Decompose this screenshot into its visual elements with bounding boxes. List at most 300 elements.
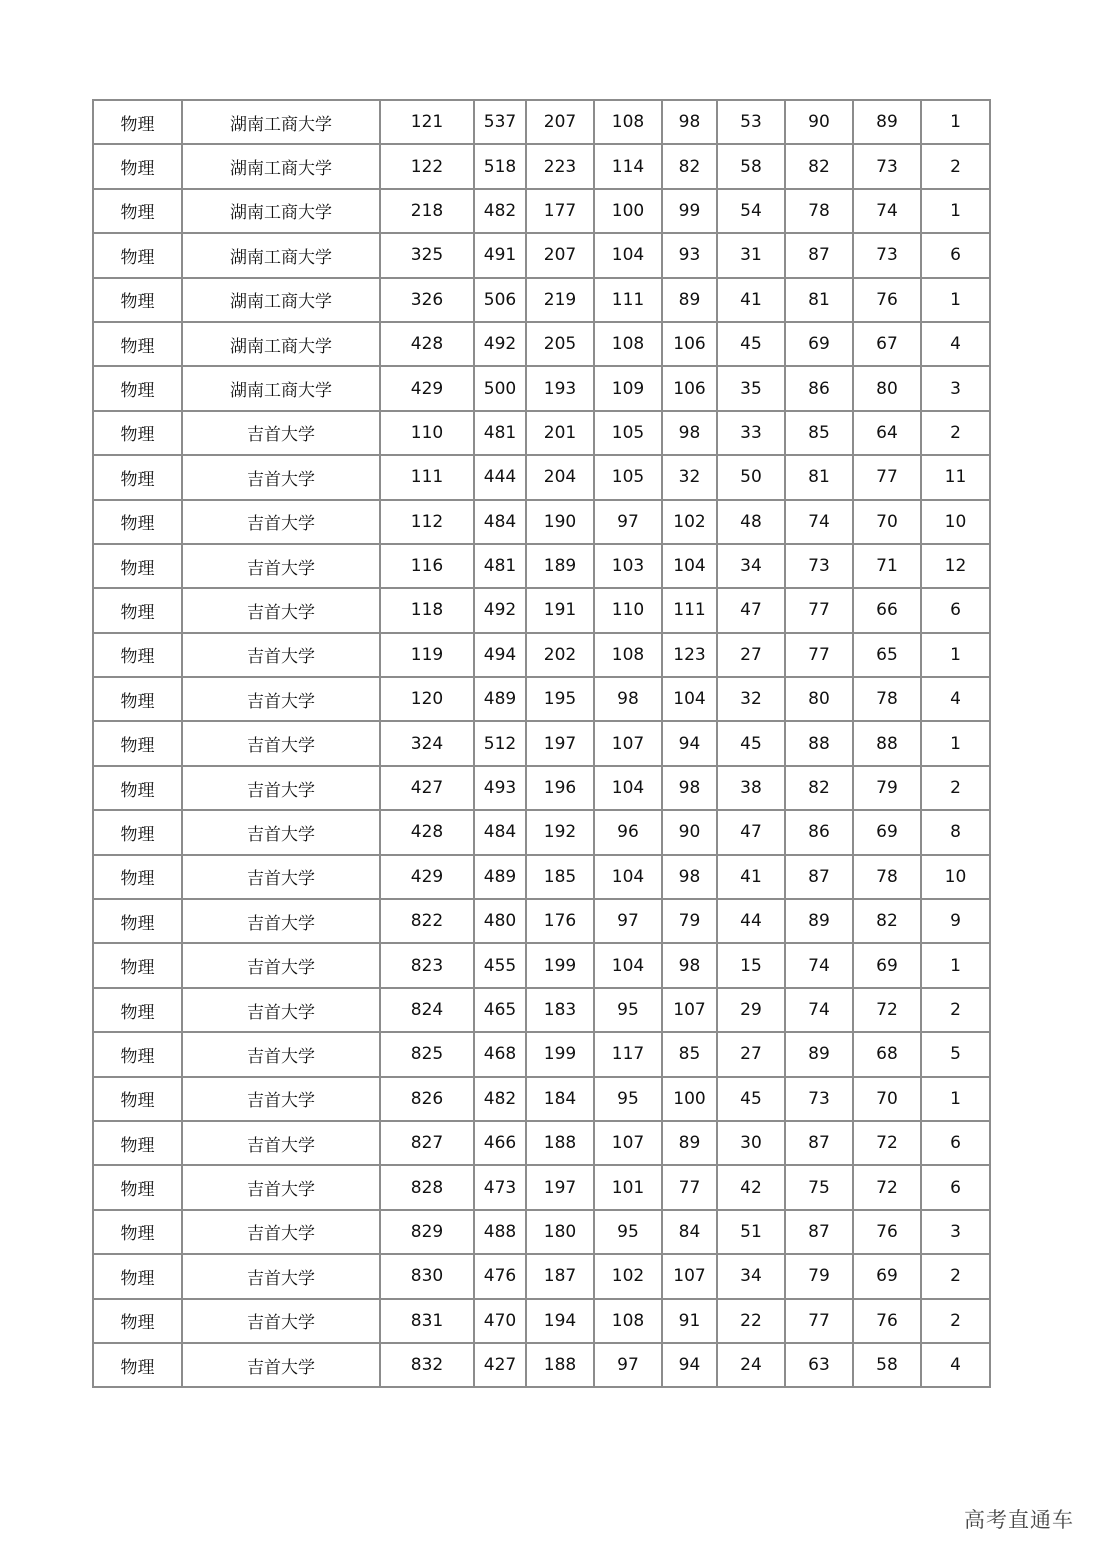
subject-cell: 物理 (93, 943, 182, 987)
col-4-cell: 444 (474, 455, 526, 499)
col-10-cell: 72 (853, 988, 921, 1032)
col-4-cell: 466 (474, 1121, 526, 1165)
col-11-cell: 2 (921, 1299, 990, 1343)
code-cell: 827 (380, 1121, 474, 1165)
subject-cell: 物理 (93, 1032, 182, 1076)
col-7-cell: 94 (662, 721, 717, 765)
col-6-cell: 108 (594, 633, 662, 677)
table-row (93, 677, 990, 721)
table-row (93, 455, 990, 499)
table-row (93, 1121, 990, 1165)
table-row (93, 1210, 990, 1254)
col-5-cell: 191 (526, 588, 594, 632)
university-cell: 吉首大学 (182, 943, 380, 987)
col-10-cell: 78 (853, 855, 921, 899)
col-9-cell: 87 (785, 855, 853, 899)
col-11-cell: 11 (921, 455, 990, 499)
col-8-cell: 58 (717, 144, 785, 188)
subject-cell: 物理 (93, 100, 182, 144)
university-cell: 吉首大学 (182, 544, 380, 588)
university-cell: 吉首大学 (182, 1210, 380, 1254)
col-6-cell: 95 (594, 988, 662, 1032)
university-cell: 吉首大学 (182, 500, 380, 544)
col-9-cell: 75 (785, 1165, 853, 1209)
col-5-cell: 207 (526, 100, 594, 144)
col-9-cell: 86 (785, 810, 853, 854)
col-7-cell: 104 (662, 677, 717, 721)
col-6-cell: 108 (594, 322, 662, 366)
col-11-cell: 4 (921, 677, 990, 721)
col-9-cell: 78 (785, 189, 853, 233)
col-7-cell: 104 (662, 544, 717, 588)
table-body (93, 100, 990, 1387)
col-6-cell: 97 (594, 1343, 662, 1387)
table-row (93, 766, 990, 810)
col-9-cell: 85 (785, 411, 853, 455)
col-5-cell: 183 (526, 988, 594, 1032)
code-cell: 110 (380, 411, 474, 455)
subject-cell: 物理 (93, 810, 182, 854)
table-row (93, 1077, 990, 1121)
col-4-cell: 482 (474, 1077, 526, 1121)
col-11-cell: 6 (921, 1121, 990, 1165)
col-9-cell: 77 (785, 588, 853, 632)
code-cell: 112 (380, 500, 474, 544)
code-cell: 823 (380, 943, 474, 987)
table-row (93, 810, 990, 854)
col-11-cell: 1 (921, 100, 990, 144)
table-row (93, 899, 990, 943)
col-10-cell: 69 (853, 943, 921, 987)
subject-cell: 物理 (93, 1254, 182, 1298)
table-row (93, 988, 990, 1032)
col-9-cell: 74 (785, 500, 853, 544)
col-5-cell: 199 (526, 943, 594, 987)
col-7-cell: 100 (662, 1077, 717, 1121)
table-row (93, 1032, 990, 1076)
col-5-cell: 196 (526, 766, 594, 810)
col-5-cell: 193 (526, 366, 594, 410)
subject-cell: 物理 (93, 1210, 182, 1254)
col-10-cell: 76 (853, 1210, 921, 1254)
university-cell: 吉首大学 (182, 1254, 380, 1298)
col-6-cell: 104 (594, 233, 662, 277)
col-11-cell: 1 (921, 943, 990, 987)
col-11-cell: 12 (921, 544, 990, 588)
col-8-cell: 51 (717, 1210, 785, 1254)
col-4-cell: 489 (474, 855, 526, 899)
col-10-cell: 64 (853, 411, 921, 455)
col-5-cell: 202 (526, 633, 594, 677)
university-cell: 吉首大学 (182, 1299, 380, 1343)
code-cell: 218 (380, 189, 474, 233)
subject-cell: 物理 (93, 322, 182, 366)
col-11-cell: 2 (921, 988, 990, 1032)
col-8-cell: 34 (717, 1254, 785, 1298)
code-cell: 120 (380, 677, 474, 721)
col-8-cell: 33 (717, 411, 785, 455)
col-6-cell: 103 (594, 544, 662, 588)
col-7-cell: 98 (662, 766, 717, 810)
code-cell: 428 (380, 322, 474, 366)
col-9-cell: 87 (785, 233, 853, 277)
col-6-cell: 117 (594, 1032, 662, 1076)
university-cell: 吉首大学 (182, 1032, 380, 1076)
col-4-cell: 473 (474, 1165, 526, 1209)
col-5-cell: 176 (526, 899, 594, 943)
col-10-cell: 76 (853, 278, 921, 322)
col-11-cell: 3 (921, 366, 990, 410)
col-11-cell: 2 (921, 766, 990, 810)
code-cell: 116 (380, 544, 474, 588)
col-6-cell: 104 (594, 766, 662, 810)
col-6-cell: 102 (594, 1254, 662, 1298)
col-10-cell: 58 (853, 1343, 921, 1387)
col-4-cell: 488 (474, 1210, 526, 1254)
university-cell: 吉首大学 (182, 411, 380, 455)
code-cell: 825 (380, 1032, 474, 1076)
col-6-cell: 108 (594, 100, 662, 144)
code-cell: 111 (380, 455, 474, 499)
col-10-cell: 80 (853, 366, 921, 410)
col-9-cell: 73 (785, 1077, 853, 1121)
col-6-cell: 109 (594, 366, 662, 410)
col-5-cell: 204 (526, 455, 594, 499)
col-4-cell: 481 (474, 544, 526, 588)
university-cell: 湖南工商大学 (182, 100, 380, 144)
subject-cell: 物理 (93, 233, 182, 277)
col-4-cell: 492 (474, 588, 526, 632)
col-4-cell: 468 (474, 1032, 526, 1076)
col-10-cell: 89 (853, 100, 921, 144)
col-9-cell: 63 (785, 1343, 853, 1387)
subject-cell: 物理 (93, 721, 182, 765)
col-10-cell: 68 (853, 1032, 921, 1076)
subject-cell: 物理 (93, 544, 182, 588)
code-cell: 119 (380, 633, 474, 677)
col-5-cell: 177 (526, 189, 594, 233)
university-cell: 吉首大学 (182, 455, 380, 499)
col-8-cell: 34 (717, 544, 785, 588)
col-7-cell: 102 (662, 500, 717, 544)
col-7-cell: 85 (662, 1032, 717, 1076)
subject-cell: 物理 (93, 411, 182, 455)
col-7-cell: 79 (662, 899, 717, 943)
col-7-cell: 123 (662, 633, 717, 677)
col-9-cell: 89 (785, 899, 853, 943)
col-8-cell: 27 (717, 633, 785, 677)
col-8-cell: 50 (717, 455, 785, 499)
col-6-cell: 104 (594, 855, 662, 899)
col-4-cell: 484 (474, 810, 526, 854)
col-10-cell: 70 (853, 1077, 921, 1121)
col-11-cell: 6 (921, 1165, 990, 1209)
col-5-cell: 188 (526, 1343, 594, 1387)
col-11-cell: 6 (921, 588, 990, 632)
col-5-cell: 195 (526, 677, 594, 721)
university-cell: 吉首大学 (182, 721, 380, 765)
university-cell: 吉首大学 (182, 810, 380, 854)
col-10-cell: 65 (853, 633, 921, 677)
col-8-cell: 30 (717, 1121, 785, 1165)
university-cell: 湖南工商大学 (182, 233, 380, 277)
col-11-cell: 2 (921, 144, 990, 188)
col-10-cell: 71 (853, 544, 921, 588)
col-8-cell: 48 (717, 500, 785, 544)
col-10-cell: 76 (853, 1299, 921, 1343)
col-10-cell: 79 (853, 766, 921, 810)
subject-cell: 物理 (93, 366, 182, 410)
subject-cell: 物理 (93, 1299, 182, 1343)
subject-cell: 物理 (93, 189, 182, 233)
table-row (93, 544, 990, 588)
code-cell: 822 (380, 899, 474, 943)
col-11-cell: 10 (921, 855, 990, 899)
col-7-cell: 111 (662, 588, 717, 632)
col-7-cell: 84 (662, 1210, 717, 1254)
table-row (93, 278, 990, 322)
col-8-cell: 45 (717, 1077, 785, 1121)
col-5-cell: 184 (526, 1077, 594, 1121)
university-cell: 湖南工商大学 (182, 189, 380, 233)
col-8-cell: 38 (717, 766, 785, 810)
table-row (93, 855, 990, 899)
col-9-cell: 86 (785, 366, 853, 410)
subject-cell: 物理 (93, 1077, 182, 1121)
col-9-cell: 82 (785, 144, 853, 188)
col-7-cell: 98 (662, 855, 717, 899)
table-row (93, 322, 990, 366)
col-6-cell: 101 (594, 1165, 662, 1209)
col-8-cell: 41 (717, 278, 785, 322)
code-cell: 325 (380, 233, 474, 277)
subject-cell: 物理 (93, 633, 182, 677)
col-7-cell: 82 (662, 144, 717, 188)
col-5-cell: 190 (526, 500, 594, 544)
university-cell: 吉首大学 (182, 677, 380, 721)
col-9-cell: 87 (785, 1121, 853, 1165)
col-6-cell: 97 (594, 899, 662, 943)
col-9-cell: 77 (785, 633, 853, 677)
col-4-cell: 512 (474, 721, 526, 765)
col-6-cell: 114 (594, 144, 662, 188)
university-cell: 吉首大学 (182, 988, 380, 1032)
table-row (93, 721, 990, 765)
col-6-cell: 96 (594, 810, 662, 854)
subject-cell: 物理 (93, 1121, 182, 1165)
col-4-cell: 482 (474, 189, 526, 233)
col-5-cell: 197 (526, 721, 594, 765)
col-5-cell: 185 (526, 855, 594, 899)
code-cell: 324 (380, 721, 474, 765)
col-5-cell: 180 (526, 1210, 594, 1254)
subject-cell: 物理 (93, 855, 182, 899)
col-8-cell: 31 (717, 233, 785, 277)
col-7-cell: 32 (662, 455, 717, 499)
code-cell: 826 (380, 1077, 474, 1121)
col-8-cell: 29 (717, 988, 785, 1032)
col-4-cell: 518 (474, 144, 526, 188)
col-8-cell: 45 (717, 721, 785, 765)
col-9-cell: 81 (785, 455, 853, 499)
col-4-cell: 470 (474, 1299, 526, 1343)
col-7-cell: 98 (662, 411, 717, 455)
table-row (93, 189, 990, 233)
col-10-cell: 70 (853, 500, 921, 544)
col-11-cell: 1 (921, 633, 990, 677)
col-6-cell: 104 (594, 943, 662, 987)
code-cell: 830 (380, 1254, 474, 1298)
col-8-cell: 42 (717, 1165, 785, 1209)
col-8-cell: 35 (717, 366, 785, 410)
col-5-cell: 205 (526, 322, 594, 366)
col-4-cell: 489 (474, 677, 526, 721)
university-cell: 吉首大学 (182, 855, 380, 899)
code-cell: 831 (380, 1299, 474, 1343)
col-7-cell: 98 (662, 943, 717, 987)
col-7-cell: 106 (662, 366, 717, 410)
col-10-cell: 69 (853, 810, 921, 854)
table-row (93, 144, 990, 188)
col-9-cell: 90 (785, 100, 853, 144)
col-5-cell: 219 (526, 278, 594, 322)
table-row (93, 100, 990, 144)
col-7-cell: 89 (662, 278, 717, 322)
watermark-text: 高考直通车 (964, 1508, 1074, 1532)
col-6-cell: 107 (594, 1121, 662, 1165)
col-11-cell: 4 (921, 1343, 990, 1387)
col-7-cell: 90 (662, 810, 717, 854)
code-cell: 824 (380, 988, 474, 1032)
table-row (93, 233, 990, 277)
col-4-cell: 491 (474, 233, 526, 277)
code-cell: 832 (380, 1343, 474, 1387)
university-cell: 吉首大学 (182, 588, 380, 632)
col-5-cell: 201 (526, 411, 594, 455)
col-9-cell: 87 (785, 1210, 853, 1254)
col-8-cell: 47 (717, 588, 785, 632)
col-7-cell: 107 (662, 988, 717, 1032)
col-6-cell: 97 (594, 500, 662, 544)
university-cell: 吉首大学 (182, 766, 380, 810)
code-cell: 429 (380, 855, 474, 899)
col-9-cell: 82 (785, 766, 853, 810)
col-6-cell: 95 (594, 1210, 662, 1254)
col-6-cell: 98 (594, 677, 662, 721)
col-10-cell: 66 (853, 588, 921, 632)
col-9-cell: 69 (785, 322, 853, 366)
university-cell: 吉首大学 (182, 899, 380, 943)
col-11-cell: 1 (921, 278, 990, 322)
col-11-cell: 6 (921, 233, 990, 277)
col-10-cell: 67 (853, 322, 921, 366)
col-9-cell: 73 (785, 544, 853, 588)
code-cell: 429 (380, 366, 474, 410)
col-4-cell: 476 (474, 1254, 526, 1298)
col-6-cell: 108 (594, 1299, 662, 1343)
col-10-cell: 74 (853, 189, 921, 233)
subject-cell: 物理 (93, 500, 182, 544)
col-8-cell: 54 (717, 189, 785, 233)
university-cell: 吉首大学 (182, 1165, 380, 1209)
col-6-cell: 111 (594, 278, 662, 322)
university-cell: 湖南工商大学 (182, 278, 380, 322)
col-9-cell: 74 (785, 943, 853, 987)
col-4-cell: 493 (474, 766, 526, 810)
col-4-cell: 427 (474, 1343, 526, 1387)
col-4-cell: 537 (474, 100, 526, 144)
col-10-cell: 73 (853, 144, 921, 188)
col-11-cell: 9 (921, 899, 990, 943)
col-11-cell: 1 (921, 721, 990, 765)
university-cell: 吉首大学 (182, 633, 380, 677)
col-5-cell: 187 (526, 1254, 594, 1298)
col-11-cell: 1 (921, 189, 990, 233)
subject-cell: 物理 (93, 455, 182, 499)
col-5-cell: 188 (526, 1121, 594, 1165)
col-7-cell: 99 (662, 189, 717, 233)
code-cell: 828 (380, 1165, 474, 1209)
col-8-cell: 32 (717, 677, 785, 721)
col-7-cell: 107 (662, 1254, 717, 1298)
code-cell: 118 (380, 588, 474, 632)
code-cell: 829 (380, 1210, 474, 1254)
col-10-cell: 77 (853, 455, 921, 499)
col-8-cell: 47 (717, 810, 785, 854)
col-7-cell: 89 (662, 1121, 717, 1165)
col-4-cell: 506 (474, 278, 526, 322)
col-9-cell: 89 (785, 1032, 853, 1076)
col-6-cell: 95 (594, 1077, 662, 1121)
col-11-cell: 1 (921, 1077, 990, 1121)
col-4-cell: 480 (474, 899, 526, 943)
col-8-cell: 41 (717, 855, 785, 899)
university-cell: 湖南工商大学 (182, 366, 380, 410)
col-11-cell: 4 (921, 322, 990, 366)
score-table (92, 99, 991, 1388)
subject-cell: 物理 (93, 677, 182, 721)
university-cell: 湖南工商大学 (182, 144, 380, 188)
col-9-cell: 77 (785, 1299, 853, 1343)
table-row (93, 588, 990, 632)
col-11-cell: 2 (921, 1254, 990, 1298)
col-11-cell: 8 (921, 810, 990, 854)
table-row (93, 1254, 990, 1298)
col-9-cell: 79 (785, 1254, 853, 1298)
col-10-cell: 72 (853, 1121, 921, 1165)
subject-cell: 物理 (93, 899, 182, 943)
col-5-cell: 199 (526, 1032, 594, 1076)
col-10-cell: 78 (853, 677, 921, 721)
col-7-cell: 106 (662, 322, 717, 366)
table-row (93, 411, 990, 455)
col-4-cell: 455 (474, 943, 526, 987)
col-5-cell: 192 (526, 810, 594, 854)
subject-cell: 物理 (93, 766, 182, 810)
col-11-cell: 2 (921, 411, 990, 455)
table-row (93, 633, 990, 677)
subject-cell: 物理 (93, 988, 182, 1032)
col-10-cell: 73 (853, 233, 921, 277)
col-4-cell: 494 (474, 633, 526, 677)
col-11-cell: 10 (921, 500, 990, 544)
table-row (93, 1343, 990, 1387)
university-cell: 吉首大学 (182, 1343, 380, 1387)
col-4-cell: 465 (474, 988, 526, 1032)
subject-cell: 物理 (93, 1343, 182, 1387)
col-5-cell: 207 (526, 233, 594, 277)
table-row (93, 366, 990, 410)
